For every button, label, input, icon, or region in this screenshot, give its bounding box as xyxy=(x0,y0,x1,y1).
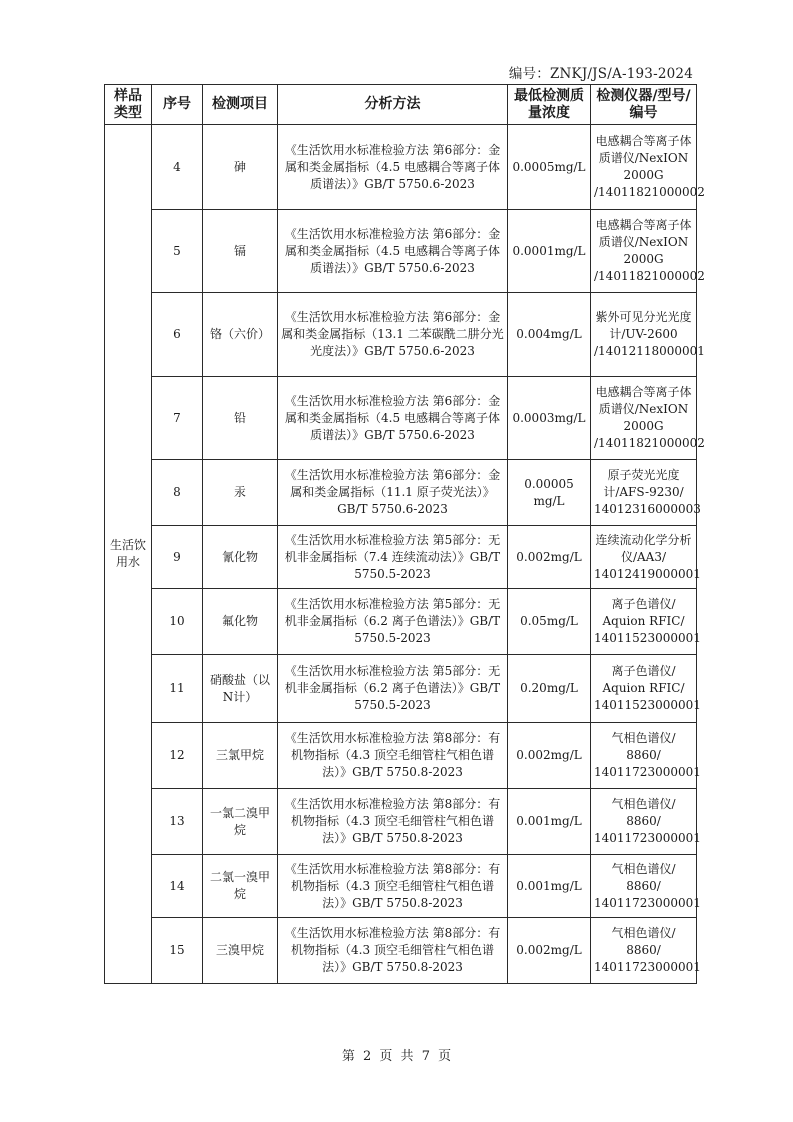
item-cell: 砷 xyxy=(203,125,278,210)
limit-cell: 0.0003mg/L xyxy=(508,377,591,460)
method-cell: 《生活饮用水标准检验方法 第6部分：金属和类金属指标（11.1 原子荧光法）》GB/T 5750.6-2023 xyxy=(278,460,508,526)
item-cell: 二氯一溴甲烷 xyxy=(203,855,278,918)
item-cell: 氟化物 xyxy=(203,589,278,655)
instrument-cell: 气相色谱仪/ 8860/ 14011723000001 xyxy=(591,918,697,984)
instrument-cell: 紫外可见分光光度计/UV-2600 /14012118000001 xyxy=(591,293,697,377)
item-cell: 汞 xyxy=(203,460,278,526)
page-footer: 第 2 页 共 7 页 xyxy=(341,1049,452,1064)
method-cell: 《生活饮用水标准检验方法 第6部分：金属和类金属指标（13.1 二苯碳酰二肼分光光度法）》GB/T 5750.6-2023 xyxy=(278,293,508,377)
sample-category-cell: 生活饮用水 xyxy=(105,125,152,984)
limit-cell: 0.002mg/L xyxy=(508,526,591,589)
seq-cell: 14 xyxy=(152,855,203,918)
table-row xyxy=(105,918,697,984)
seq-cell: 15 xyxy=(152,918,203,984)
header-instrument: 检测仪器/型号/编号 xyxy=(591,85,697,125)
instrument-cell: 电感耦合等离子体质谱仪/NexION 2000G /14011821000002 xyxy=(591,210,697,293)
limit-cell: 0.0005mg/L xyxy=(508,125,591,210)
table-row xyxy=(105,293,697,377)
table-row xyxy=(105,210,697,293)
table-row xyxy=(105,655,697,723)
instrument-cell: 气相色谱仪/ 8860/ 14011723000001 xyxy=(591,789,697,855)
header-method: 分析方法 xyxy=(278,85,508,125)
instrument-cell: 连续流动化学分析仪/AA3/ 14012419000001 xyxy=(591,526,697,589)
header-item: 检测项目 xyxy=(203,85,278,125)
method-cell: 《生活饮用水标准检验方法 第5部分：无机非金属指标（7.4 连续流动法）》GB/T 5750.5-2023 xyxy=(278,526,508,589)
table-row xyxy=(105,855,697,918)
instrument-cell: 原子荧光光度计/AFS-9230/ 14012316000003 xyxy=(591,460,697,526)
method-cell: 《生活饮用水标准检验方法 第8部分：有机物指标（4.3 顶空毛细管柱气相色谱法）》GB/T 5750.8-2023 xyxy=(278,723,508,789)
document-number: 编号：ZNKJ/JS/A-193-2024 xyxy=(508,66,693,82)
table-header-row xyxy=(105,85,697,125)
table-row xyxy=(105,377,697,460)
seq-cell: 5 xyxy=(152,210,203,293)
seq-cell: 11 xyxy=(152,655,203,723)
instrument-cell: 离子色谱仪/ Aquion RFIC/ 14011523000001 xyxy=(591,655,697,723)
seq-cell: 4 xyxy=(152,125,203,210)
seq-cell: 7 xyxy=(152,377,203,460)
seq-cell: 9 xyxy=(152,526,203,589)
limit-cell: 0.00005 mg/L xyxy=(508,460,591,526)
instrument-cell: 电感耦合等离子体质谱仪/NexION 2000G /14011821000002 xyxy=(591,377,697,460)
method-cell: 《生活饮用水标准检验方法 第6部分：金属和类金属指标（4.5 电感耦合等离子体质谱法）》GB/T 5750.6-2023 xyxy=(278,377,508,460)
method-cell: 《生活饮用水标准检验方法 第6部分：金属和类金属指标（4.5 电感耦合等离子体质谱法）》GB/T 5750.6-2023 xyxy=(278,210,508,293)
method-cell: 《生活饮用水标准检验方法 第8部分：有机物指标（4.3 顶空毛细管柱气相色谱法）》GB/T 5750.8-2023 xyxy=(278,789,508,855)
limit-cell: 0.0001mg/L xyxy=(508,210,591,293)
item-cell: 硝酸盐（以N计） xyxy=(203,655,278,723)
seq-cell: 8 xyxy=(152,460,203,526)
limit-cell: 0.004mg/L xyxy=(508,293,591,377)
method-cell: 《生活饮用水标准检验方法 第8部分：有机物指标（4.3 顶空毛细管柱气相色谱法）》GB/T 5750.8-2023 xyxy=(278,855,508,918)
header-sample-type: 样品类型 xyxy=(105,85,152,125)
header-limit: 最低检测质量浓度 xyxy=(508,85,591,125)
table-body xyxy=(105,125,705,984)
instrument-cell: 气相色谱仪/ 8860/ 14011723000001 xyxy=(591,855,697,918)
limit-cell: 0.20mg/L xyxy=(508,655,591,723)
item-cell: 铬（六价） xyxy=(203,293,278,377)
item-cell: 三溴甲烷 xyxy=(203,918,278,984)
limit-cell: 0.002mg/L xyxy=(508,723,591,789)
limit-cell: 0.05mg/L xyxy=(508,589,591,655)
item-cell: 三氯甲烷 xyxy=(203,723,278,789)
item-cell: 铅 xyxy=(203,377,278,460)
method-cell: 《生活饮用水标准检验方法 第5部分：无机非金属指标（6.2 离子色谱法）》GB/T 5750.5-2023 xyxy=(278,589,508,655)
limit-cell: 0.002mg/L xyxy=(508,918,591,984)
method-cell: 《生活饮用水标准检验方法 第6部分：金属和类金属指标（4.5 电感耦合等离子体质谱法）》GB/T 5750.6-2023 xyxy=(278,125,508,210)
instrument-cell: 电感耦合等离子体质谱仪/NexION 2000G /14011821000002 xyxy=(591,125,697,210)
method-cell: 《生活饮用水标准检验方法 第5部分：无机非金属指标（6.2 离子色谱法）》GB/T 5750.5-2023 xyxy=(278,655,508,723)
test-method-table xyxy=(104,84,705,984)
item-cell: 一氯二溴甲烷 xyxy=(203,789,278,855)
item-cell: 镉 xyxy=(203,210,278,293)
table-row xyxy=(105,460,697,526)
instrument-cell: 离子色谱仪/ Aquion RFIC/ 14011523000001 xyxy=(591,589,697,655)
table-row xyxy=(105,125,697,210)
item-cell: 氰化物 xyxy=(203,526,278,589)
limit-cell: 0.001mg/L xyxy=(508,789,591,855)
instrument-cell: 气相色谱仪/ 8860/ 14011723000001 xyxy=(591,723,697,789)
table-row xyxy=(105,789,697,855)
seq-cell: 12 xyxy=(152,723,203,789)
seq-cell: 10 xyxy=(152,589,203,655)
table-row xyxy=(105,723,697,789)
seq-cell: 13 xyxy=(152,789,203,855)
table-row xyxy=(105,589,697,655)
table-row xyxy=(105,526,697,589)
seq-cell: 6 xyxy=(152,293,203,377)
header-seq: 序号 xyxy=(152,85,203,125)
limit-cell: 0.001mg/L xyxy=(508,855,591,918)
method-cell: 《生活饮用水标准检验方法 第8部分：有机物指标（4.3 顶空毛细管柱气相色谱法）》GB/T 5750.8-2023 xyxy=(278,918,508,984)
